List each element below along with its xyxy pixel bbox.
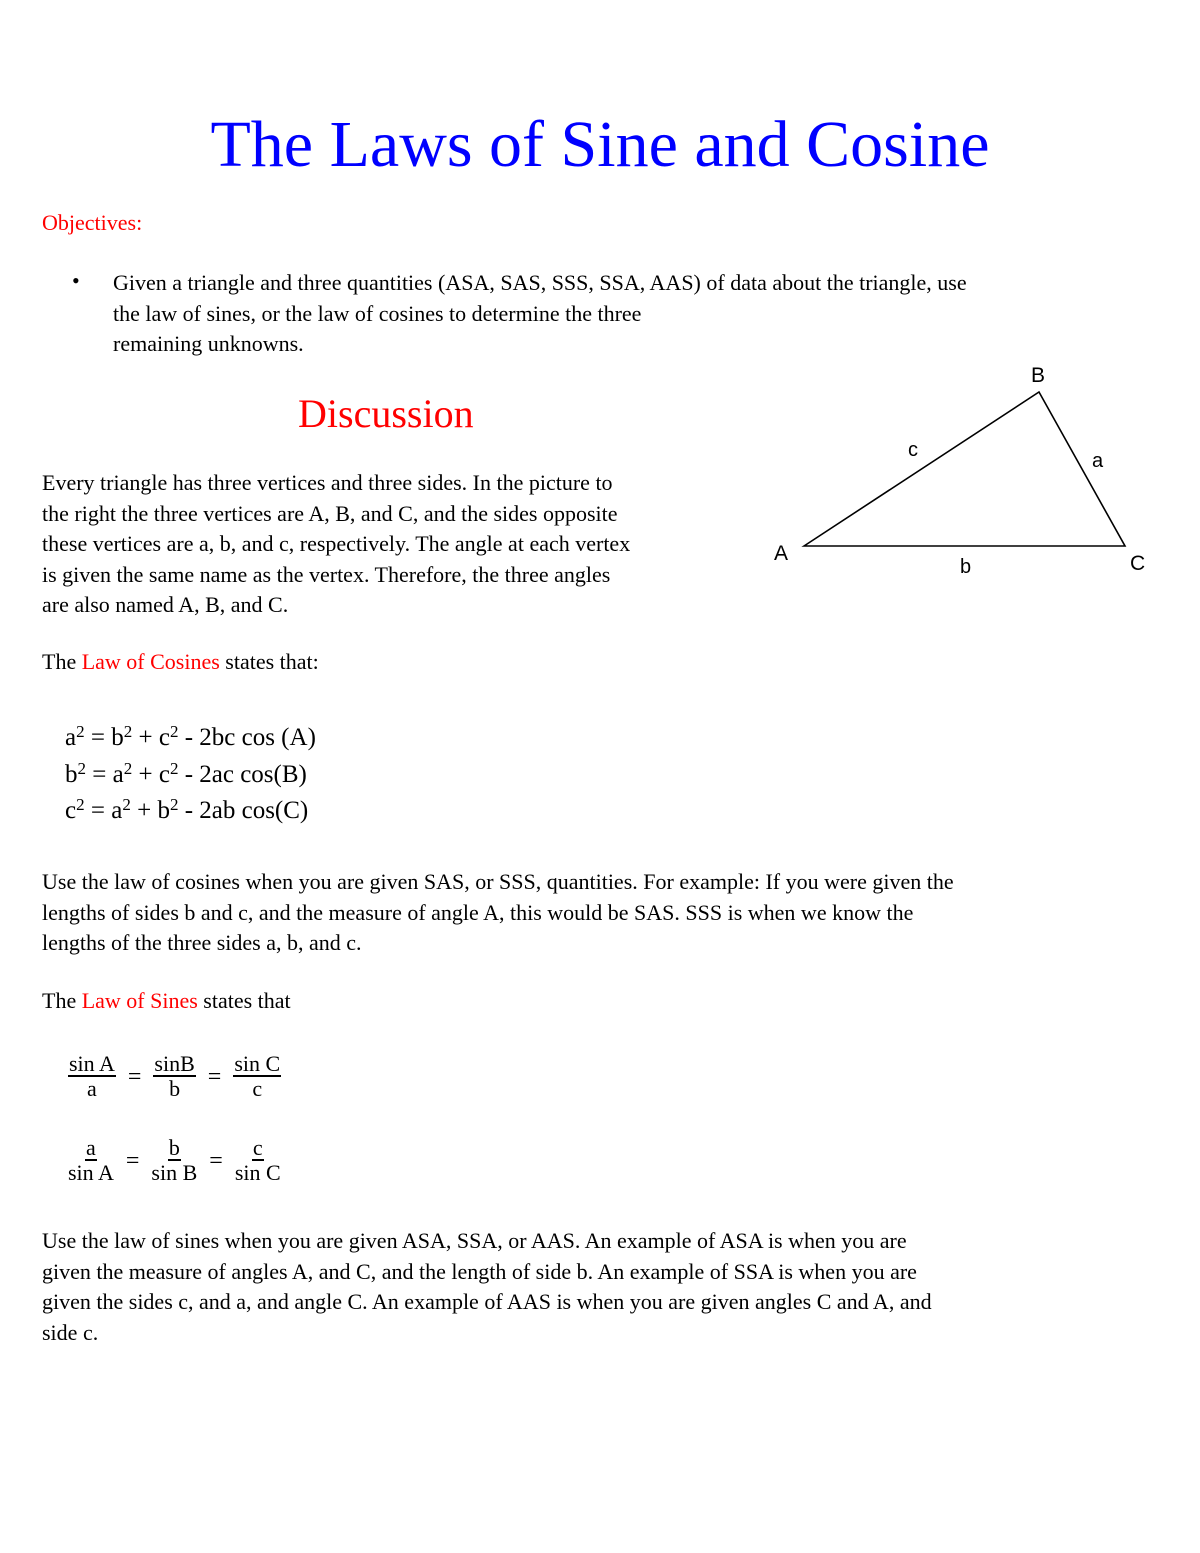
cosines-intro	[42, 647, 1162, 678]
triangle-shape	[804, 392, 1125, 546]
sine-formula-reciprocal: $\frac{a}{\text{sin A}}$ = $\frac{b}{\text{sin B}}$ = $\frac{c}{\text{sin C}}$	[68, 1135, 281, 1185]
fraction: $\frac{\text{sin A}}{a}$	[69, 1051, 115, 1101]
cosines-intro-text: The	[42, 649, 82, 674]
page-title: The Laws of Sine and Cosine	[210, 108, 990, 181]
paragraph-line: Use the law of sines when you are given ASA, SSA, or AAS. An example of ASA is when you are	[42, 1228, 907, 1253]
paragraph-line: these vertices are a, b, and c, respectively. The angle at each vertex	[42, 531, 631, 556]
side-label-c: c	[908, 439, 918, 461]
triangle-diagram	[760, 355, 1180, 595]
objective-line: the law of sines, or the law of cosines to determine the three	[113, 300, 642, 326]
objective-line: remaining unknowns.	[113, 331, 304, 356]
fraction: $\frac{\sin B}{b}$	[154, 1051, 195, 1101]
cosines-usage-paragraph	[42, 867, 1162, 959]
side-label-b: b	[960, 556, 972, 578]
sines-intro-text: states that	[197, 988, 291, 1013]
sines-intro-text: The	[42, 988, 82, 1013]
sines-intro	[42, 986, 1162, 1017]
paragraph-line: Every triangle has three vertices and three sides. In the picture to	[42, 470, 613, 495]
vertex-label-b: B	[1031, 364, 1046, 387]
sines-usage-paragraph	[42, 1226, 1162, 1348]
paragraph-line: given the measure of angles A, and C, and the length of side b. An example of SSA is when you are	[42, 1258, 917, 1284]
sine-formula-ratio: $\frac{\text{sin A}}{a}$ = $\frac{\sin B}{b}$ = $\frac{\text{sin C}}{c}$	[69, 1051, 281, 1101]
vertex-label-c: C	[1130, 552, 1146, 575]
paragraph-line: the right the three vertices are A, B, and C, and the sides opposite	[42, 500, 618, 526]
cosine-formula-b: $b^2 = a^2 + c^2 - 2ac$ cos(B)	[65, 758, 307, 788]
discussion-heading: Discussion	[298, 391, 474, 436]
cosine-formula-c: $c^2 = a^2 + b^2 - 2ab$ cos(C)	[65, 795, 309, 824]
objective-line: Given a triangle and three quantities (ASA, SAS, SSS, SSA, AAS) of data about the triangle, use	[113, 270, 967, 295]
fraction: $\frac{\text{sin C}}{c}$	[234, 1051, 281, 1101]
paragraph-line: are also named A, B, and C.	[42, 592, 289, 617]
bullet-marker: •	[72, 268, 80, 293]
side-label-a: a	[1092, 450, 1104, 472]
vertex-label-a: A	[774, 542, 789, 565]
cosines-intro-text: states that:	[219, 649, 319, 674]
fraction: $\frac{b}{\text{sin B}}$	[151, 1135, 198, 1185]
law-of-cosines-term: Law of Cosines	[81, 649, 220, 674]
paragraph-line: lengths of the three sides a, b, and c.	[42, 930, 362, 955]
cosine-formulas	[65, 720, 316, 830]
paragraph-line: lengths of sides b and c, and the measure of angle A, this would be SAS. SSS is when we know the	[42, 899, 914, 925]
paragraph-line: is given the same name as the vertex. Therefore, the three angles	[42, 561, 611, 587]
objective-item	[113, 268, 1173, 360]
law-of-sines-term: Law of Sines	[81, 988, 198, 1013]
objectives-label: Objectives:	[42, 210, 143, 235]
paragraph-line: given the sides c, and a, and angle C. An example of AAS is when you are given angles C and A, and	[42, 1289, 932, 1314]
fraction: $\frac{c}{\text{sin C}}$	[234, 1135, 281, 1185]
paragraph-line: Use the law of cosines when you are given SAS, or SSS, quantities. For example: If you were given the	[42, 869, 954, 894]
fraction: $\frac{a}{\text{sin A}}$	[68, 1135, 114, 1185]
paragraph-line: side c.	[42, 1319, 99, 1345]
cosine-formula-a: $a^2 = b^2 + c^2 - 2bc$ cos (A)	[65, 722, 316, 751]
